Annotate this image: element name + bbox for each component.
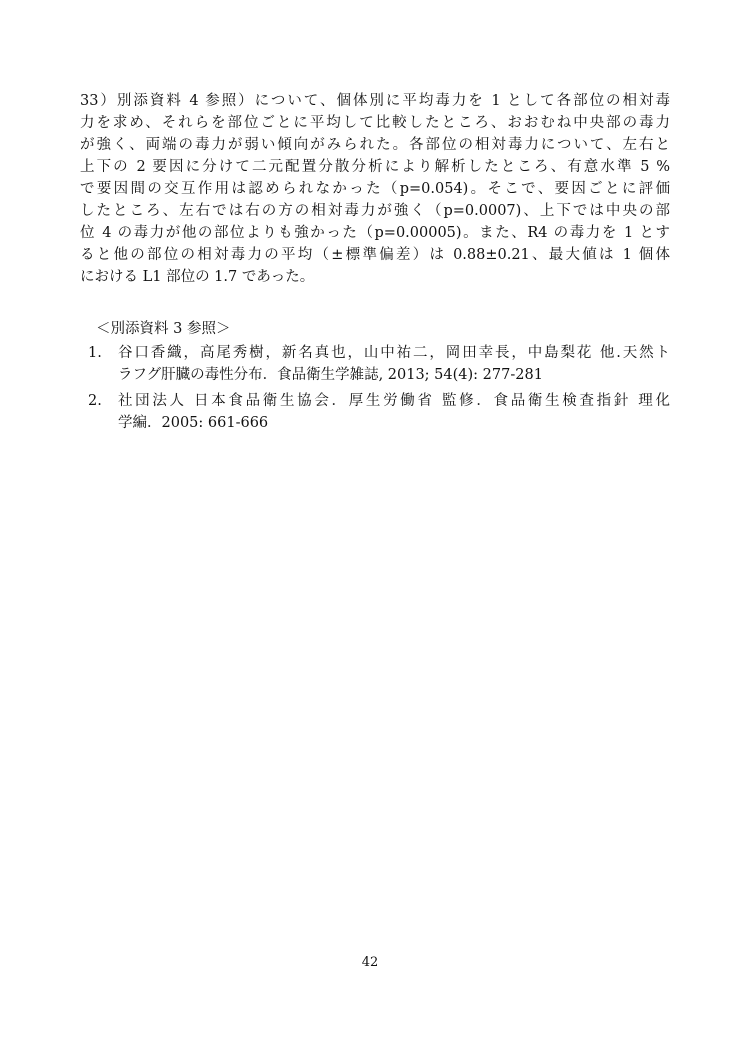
page-number: 42 <box>361 955 379 970</box>
reference-line: ラフグ肝臓の毒性分布．食品衛生学雑誌, 2013; 54(4): 277-281 <box>118 367 543 383</box>
paragraph-line: 位 4 の毒力が他の部位よりも強かった（p=0.00005)。また、R4 の毒力を 1 とす <box>80 225 670 241</box>
paragraph-line: したところ、左右では右の方の相対毒力が強く（p=0.0007)、上下では中央の部 <box>80 203 670 219</box>
reference-item <box>88 390 670 434</box>
body-paragraph <box>80 90 670 288</box>
references-heading: ＜別添資料 3 参照＞ <box>96 321 231 337</box>
reference-number: 1. <box>88 345 102 361</box>
reference-line: 学編．2005: 661-666 <box>118 415 269 431</box>
paragraph-line: で要因間の交互作用は認められなかった（p=0.054)。そこで、要因ごとに評価 <box>80 181 670 197</box>
paragraph-line: が強く、両端の毒力が弱い傾向がみられた。各部位の相対毒力について、左右と <box>80 137 670 153</box>
paragraph-line: 上下の 2 要因に分けて二元配置分散分析により解析したところ、有意水準 5 % <box>80 159 670 175</box>
reference-number: 2. <box>88 393 102 409</box>
reference-item <box>88 342 670 386</box>
paragraph-line: における L1 部位の 1.7 であった。 <box>80 269 315 285</box>
paragraph-line: ると他の部位の相対毒力の平均（±標準偏差）は 0.88±0.21、最大値は 1 個体 <box>80 247 670 263</box>
paragraph-line: 力を求め、それらを部位ごとに平均して比較したところ、おおむね中央部の毒力 <box>80 115 670 131</box>
reference-line: 社団法人 日本食品衛生協会．厚生労働省 監修．食品衛生検査指針 理化 <box>118 393 670 409</box>
paragraph-line: 33）別添資料 4 参照）について、個体別に平均毒力を 1 として各部位の相対毒 <box>80 93 670 109</box>
reference-line: 谷口香織，高尾秀樹，新名真也，山中祐二，岡田幸長，中島梨花 他.天然ト <box>118 345 670 361</box>
reference-list <box>88 342 670 438</box>
